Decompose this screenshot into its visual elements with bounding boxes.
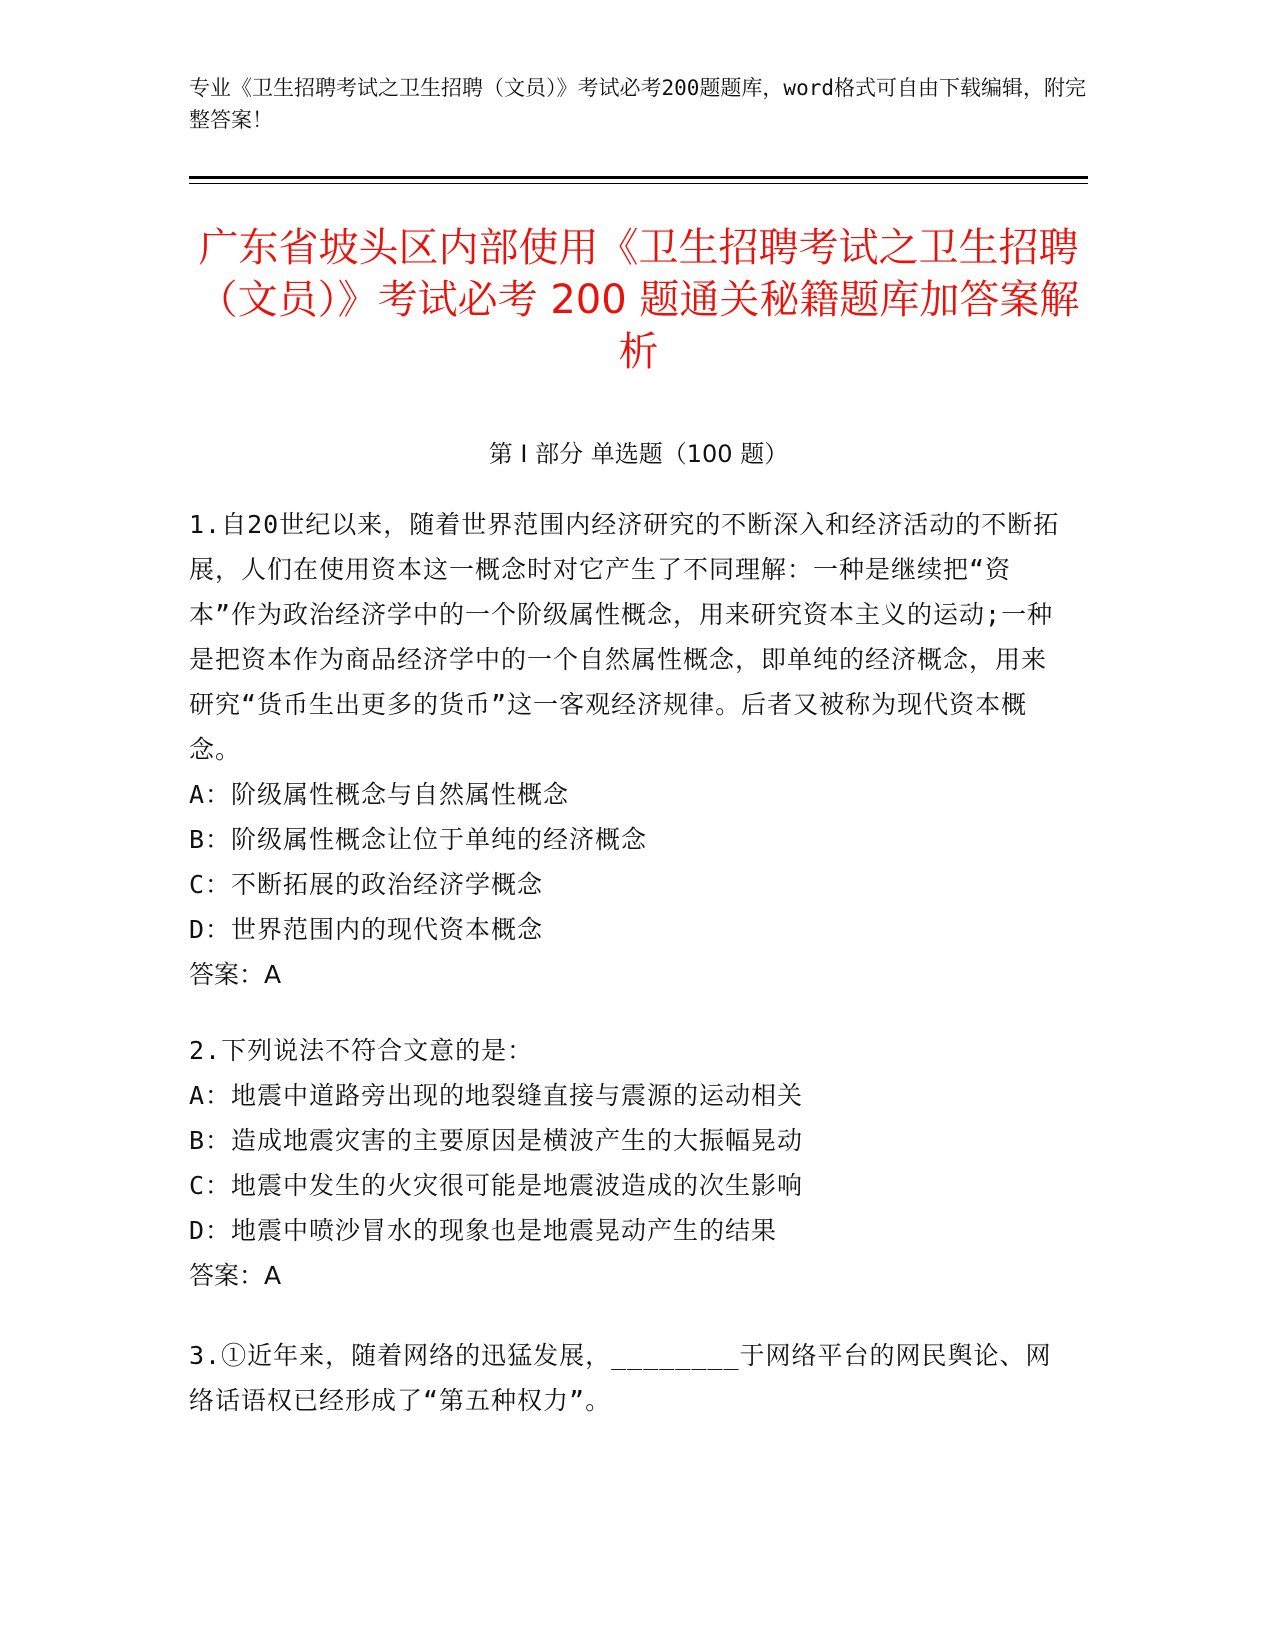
option-b: B：造成地震灾害的主要原因是横波产生的大振幅晃动 (189, 1126, 804, 1155)
question-stem: 1.自20世纪以来，随着世界范围内经济研究的不断深入和经济活动的不断拓展，人们在使用资本这一概念时对它产生了不同理解：一种是继续把“资本”作为政治经济学中的一个阶级属性概念，用来研究资本主义的运动;一种是把资本作为商品经济学中的一个自然属性概念，即单纯的经济概念，用来研究“货币生出更多的货币”这一客观经济规律。后者又被称为现代资本概念。 (189, 510, 1060, 764)
answer: 答案：A (189, 960, 282, 989)
header-note: 专业《卫生招聘考试之卫生招聘（文员）》考试必考200题题库，word格式可自由下载编辑，附完整答案！ (189, 76, 1086, 132)
option-c: C：地震中发生的火灾很可能是地震波造成的次生影响 (189, 1171, 804, 1200)
question-1 (189, 502, 1069, 997)
option-b: B：阶级属性概念让位于单纯的经济概念 (189, 825, 648, 854)
document-title: 广东省坡头区内部使用《卫生招聘考试之卫生招聘（文员）》考试必考 200 题通关秘籍题库加答案解析 (197, 225, 1080, 375)
option-d: D：世界范围内的现代资本概念 (189, 915, 544, 944)
header-rule-thick (189, 176, 1088, 179)
section-title: 第 I 部分 单选题（100 题） (488, 440, 789, 468)
question-stem: 2.下列说法不符合文意的是： (189, 1036, 534, 1065)
option-a: A：阶级属性概念与自然属性概念 (189, 780, 570, 809)
option-c: C：不断拓展的政治经济学概念 (189, 870, 544, 899)
option-a: A：地震中道路旁出现的地裂缝直接与震源的运动相关 (189, 1081, 804, 1110)
question-stem: 3.①近年来，随着网络的迅猛发展，________于网络平台的网民舆论、网络话语权已经形成了“第五种权力”。 (189, 1341, 1052, 1415)
question-2 (189, 1028, 1069, 1298)
header-rule-thin (189, 183, 1088, 184)
option-d: D：地震中喷沙冒水的现象也是地震晃动产生的结果 (189, 1216, 778, 1245)
question-3 (189, 1333, 1069, 1423)
answer: 答案：A (189, 1261, 282, 1290)
